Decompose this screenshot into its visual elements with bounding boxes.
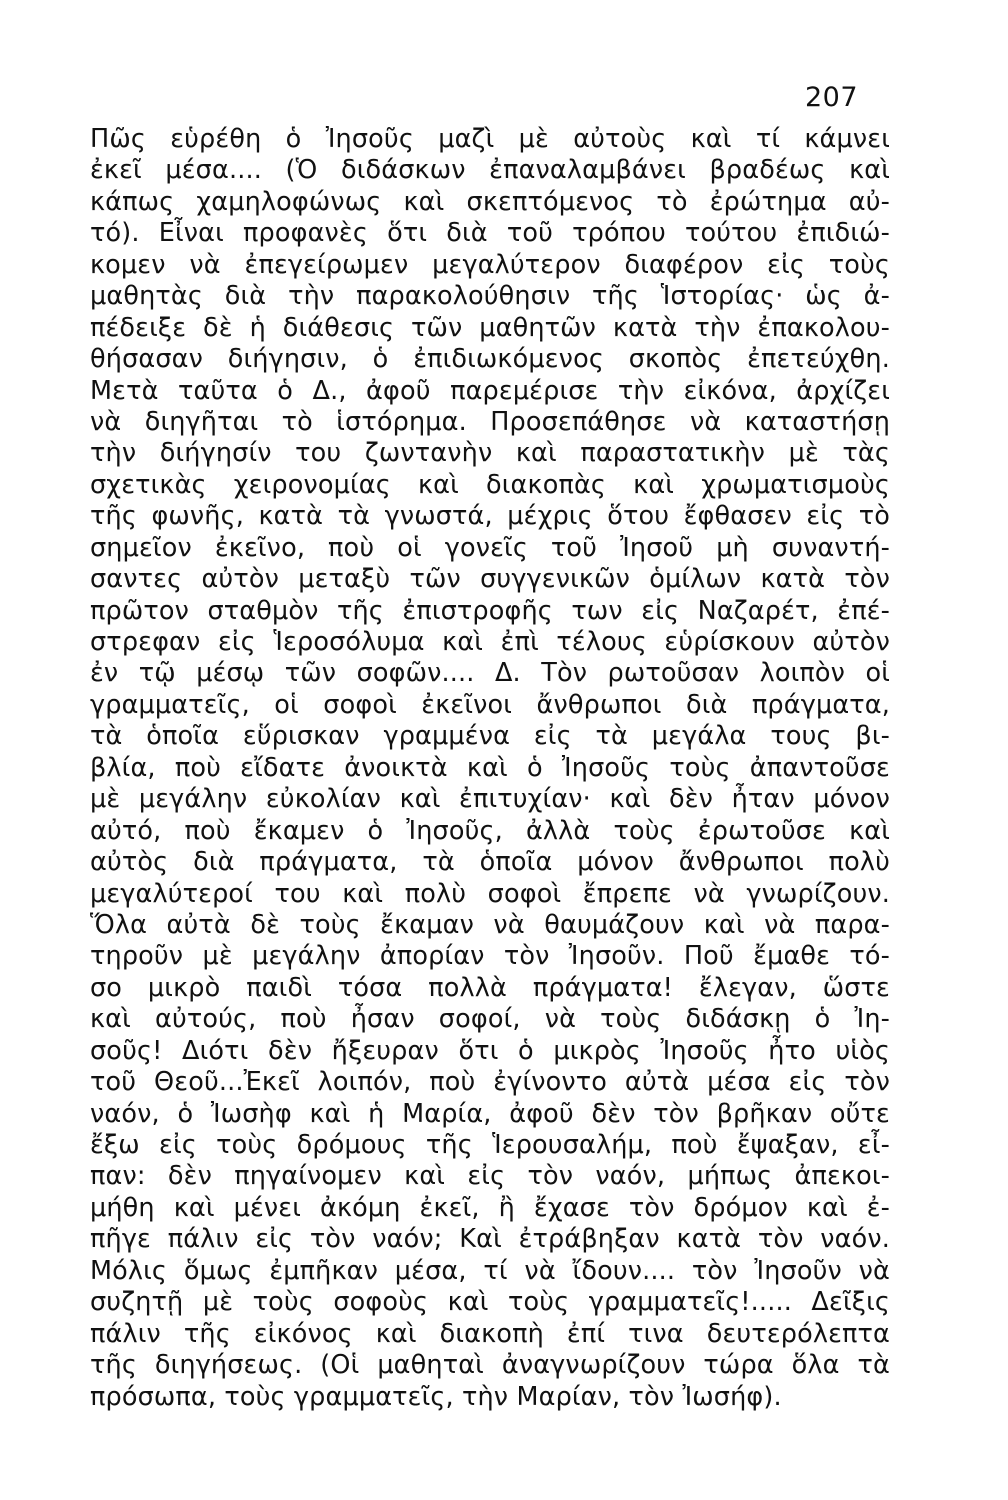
text-line: κομεν νὰ ἐπεγείρωμεν μεγαλύτερον διαφέρον εἰς τοὺς: [90, 249, 890, 280]
body-text: [90, 124, 890, 1413]
text-line: κάπως χαμηλοφώνως καὶ σκεπτόμενος τὸ ἐρώτημα αὐ-: [90, 186, 890, 217]
text-line: σαντες αὐτὸν μεταξὺ τῶν συγγενικῶν ὁμίλων κατὰ τὸν: [90, 564, 890, 595]
text-line: σο μικρὸ παιδὶ τόσα πολλὰ πράγματα! ἔλεγαν, ὥστε: [90, 972, 890, 1003]
text-line: στρεφαν εἰς Ἱεροσόλυμα καὶ ἐπὶ τέλους εὑρίσκουν αὐτὸν: [90, 627, 890, 657]
text-line: πάλιν τῆς εἰκόνος καὶ διακοπὴ ἐπί τινα δευτερόλεπτα: [90, 1318, 890, 1349]
text-line: πέδειξε δὲ ἡ διάθεσις τῶν μαθητῶν κατὰ τὴν ἐπακολου-: [90, 312, 890, 343]
text-line: πρῶτον σταθμὸν τῆς ἐπιστροφῆς των εἰς Ναζαρέτ, ἐπέ-: [90, 595, 890, 626]
text-line: τό). Εἶναι προφανὲς ὅτι διὰ τοῦ τρόπου τούτου ἐπιδιώ-: [90, 218, 890, 249]
text-line: τηροῦν μὲ μεγάλην ἀπορίαν τὸν Ἰησοῦν. Ποῦ ἔμαθε τό-: [90, 941, 890, 972]
text-line: μήθη καὶ μένει ἀκόμη ἐκεῖ, ἢ ἔχασε τὸν δρόμον καὶ ἐ-: [90, 1192, 890, 1223]
text-line: σχετικὰς χειρονομίας καὶ διακοπὰς καὶ χρωματισμοὺς: [90, 469, 890, 500]
text-line: βλία, ποὺ εἴδατε ἀνοικτὰ καὶ ὁ Ἰησοῦς τοὺς ἀπαντοῦσε: [90, 752, 890, 783]
text-line: μὲ μεγάλην εὐκολίαν καὶ ἐπιτυχίαν· καὶ δὲν ἦταν μόνον: [90, 784, 890, 815]
text-line: τῆς φωνῆς, κατὰ τὰ γνωστά, μέχρις ὅτου ἔφθασεν εἰς τὸ: [90, 501, 890, 532]
text-line: μαθητὰς διὰ τὴν παρακολούθησιν τῆς Ἱστορίας· ὡς ἀ-: [90, 281, 890, 312]
text-line: ἐκεῖ μέσα.... (Ὁ διδάσκων ἐπαναλαμβάνει βραδέως καὶ: [90, 155, 890, 186]
text-line: Μόλις ὅμως ἐμπῆκαν μέσα, τί νὰ ἴδουν.... τὸν Ἰησοῦν νὰ: [90, 1255, 890, 1286]
text-line: μεγαλύτεροί του καὶ πολὺ σοφοὶ ἔπρεπε νὰ γνωρίζουν.: [90, 878, 890, 909]
text-line: καὶ αὐτούς, ποὺ ἦσαν σοφοί, νὰ τοὺς διδάσκῃ ὁ Ἰη-: [90, 1004, 890, 1035]
text-line: Πῶς εὑρέθη ὁ Ἰησοῦς μαζὶ μὲ αὐτοὺς καὶ τί κάμνει: [90, 124, 890, 154]
text-line: αὐτὸς διὰ πράγματα, τὰ ὁποῖα μόνον ἄνθρωποι πολὺ: [90, 847, 890, 878]
text-line: πρόσωπα, τοὺς γραμματεῖς, τὴν Μαρίαν, τὸν Ἰωσήφ).: [90, 1381, 782, 1412]
text-line: παν: δὲν πηγαίνομεν καὶ εἰς τὸν ναόν, μήπως ἀπεκοι-: [90, 1161, 890, 1192]
text-line: Μετὰ ταῦτα ὁ Δ., ἀφοῦ παρεμέρισε τὴν εἰκόνα, ἀρχίζει: [90, 375, 890, 406]
page-number: 207: [805, 82, 859, 113]
text-line: γραμματεῖς, οἱ σοφοὶ ἐκεῖνοι ἄνθρωποι διὰ πράγματα,: [90, 689, 890, 720]
text-line: Ὅλα αὐτὰ δὲ τοὺς ἔκαμαν νὰ θαυμάζουν καὶ νὰ παρα-: [90, 909, 890, 940]
text-line: ἔξω εἰς τοὺς δρόμους τῆς Ἱερουσαλήμ, ποὺ ἔψαξαν, εἶ-: [90, 1130, 890, 1160]
text-line: ναόν, ὁ Ἰωσὴφ καὶ ἡ Μαρία, ἀφοῦ δὲν τὸν βρῆκαν οὔτε: [90, 1098, 890, 1129]
text-line: τῆς διηγήσεως. (Οἱ μαθηταὶ ἀναγνωρίζουν τώρα ὅλα τὰ: [90, 1350, 890, 1381]
text-line: θήσασαν διήγησιν, ὁ ἐπιδιωκόμενος σκοπὸς ἐπετεύχθη.: [90, 344, 890, 375]
text-line: τοῦ Θεοῦ...Ἐκεῖ λοιπόν, ποὺ ἐγίνοντο αὐτὰ μέσα εἰς τὸν: [90, 1067, 890, 1098]
text-line: πῆγε πάλιν εἰς τὸν ναόν; Καὶ ἐτράβηξαν κατὰ τὸν ναόν.: [90, 1224, 890, 1255]
text-line: νὰ διηγῆται τὸ ἱστόρημα. Προσεπάθησε νὰ καταστήσῃ: [90, 406, 890, 437]
text-line: ἐν τῷ μέσῳ τῶν σοφῶν.... Δ. Τὸν ρωτοῦσαν λοιπὸν οἱ: [90, 658, 890, 689]
text-line: αὐτό, ποὺ ἔκαμεν ὁ Ἰησοῦς, ἀλλὰ τοὺς ἐρωτοῦσε καὶ: [90, 815, 890, 846]
text-line: τὰ ὁποῖα εὕρισκαν γραμμένα εἰς τὰ μεγάλα τους βι-: [90, 721, 890, 752]
text-line: σημεῖον ἐκεῖνο, ποὺ οἱ γονεῖς τοῦ Ἰησοῦ μὴ συναντή-: [90, 532, 890, 563]
text-line: σοῦς! Διότι δὲν ἤξευραν ὅτι ὁ μικρὸς Ἰησοῦς ἦτο υἱὸς: [90, 1035, 890, 1066]
text-line: τὴν διήγησίν του ζωντανὴν καὶ παραστατικὴν μὲ τὰς: [90, 438, 890, 469]
text-line: συζητῇ μὲ τοὺς σοφοὺς καὶ τοὺς γραμματεῖς!..... Δεῖξις: [90, 1287, 890, 1318]
